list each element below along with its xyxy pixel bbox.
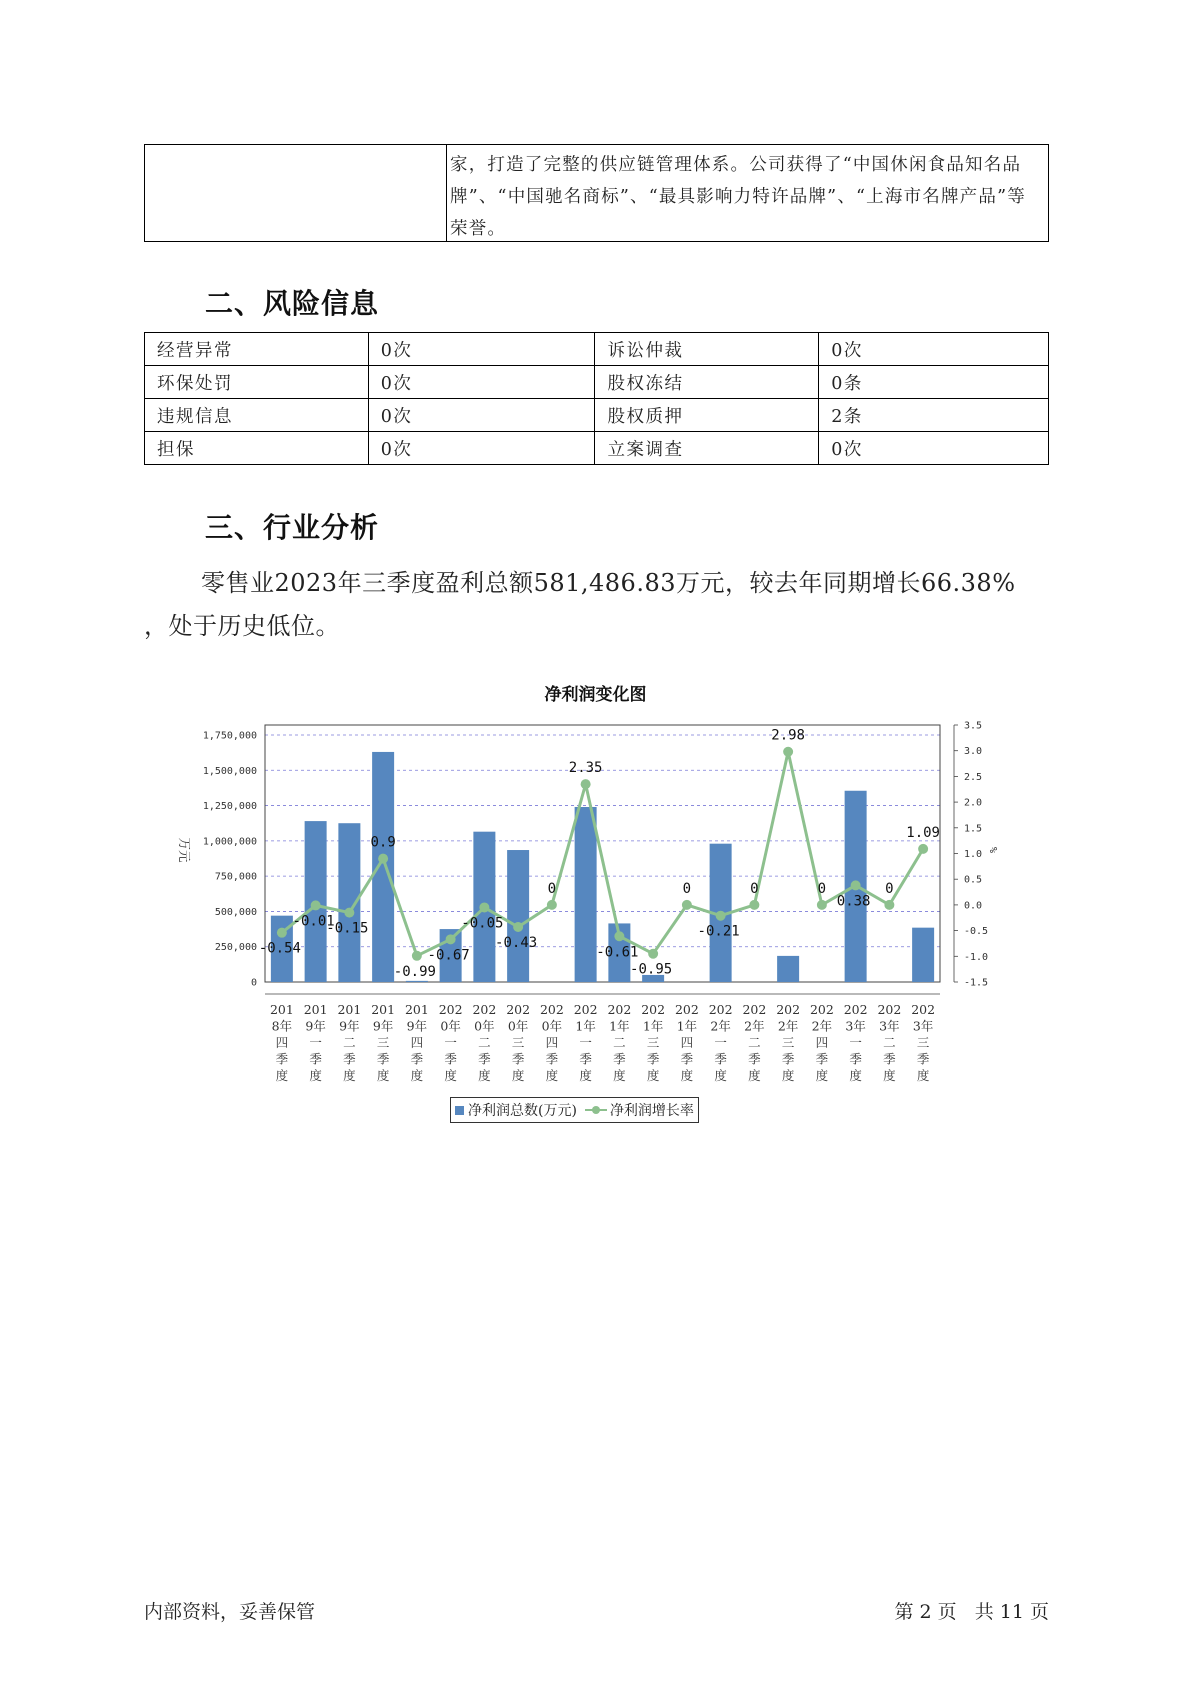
risk-item-label: 股权冻结 (595, 366, 819, 399)
growth-data-label: -0.21 (697, 923, 740, 940)
growth-data-label: 1.09 (906, 824, 940, 841)
x-tick-label: 202 0年二季度 (472, 1002, 497, 1083)
continuation-text-cell (447, 145, 1048, 241)
growth-point (918, 844, 928, 854)
growth-point (547, 900, 557, 910)
chart-title: 净利润变化图 (544, 685, 647, 705)
y-axis-title-left: 万元 (177, 837, 192, 863)
growth-data-label: -0.99 (393, 963, 436, 980)
growth-point (648, 949, 658, 959)
bar (777, 956, 799, 982)
risk-item-value: 0次 (368, 399, 595, 432)
footer-page-number: 第 2 页 共 11 页 (894, 1601, 1049, 1623)
risk-item-value: 0次 (368, 333, 595, 366)
growth-point (614, 931, 624, 941)
x-tick-label: 201 8年四季度 (269, 1002, 294, 1083)
x-tick-label: 202 3年一季度 (843, 1002, 868, 1083)
bar (507, 850, 529, 982)
analysis-paragraph-cont: ，处于历史低位。 (144, 612, 340, 640)
section-heading-industry: 三、行业分析 (205, 511, 380, 544)
growth-point (277, 928, 287, 938)
y-tick-label-left: 750,000 (214, 871, 257, 883)
growth-data-label: -0.15 (326, 920, 369, 937)
bar (575, 807, 597, 982)
growth-point (513, 922, 523, 932)
footer-confidential: 内部资料，妥善保管 (144, 1601, 316, 1623)
growth-point (851, 880, 861, 890)
y-tick-label-right: 3.5 (964, 720, 983, 732)
growth-point (682, 900, 692, 910)
continuation-label-cell (145, 145, 447, 241)
growth-data-label: -0.61 (596, 944, 639, 961)
y-tick-label-right: -1.5 (964, 977, 989, 989)
continuation-line: 家，打造了完整的供应链管理体系。公司获得了“中国休闲食品知名品 (450, 155, 1022, 175)
x-tick-label: 202 0年四季度 (539, 1002, 564, 1083)
risk-item-label: 违规信息 (145, 399, 369, 432)
x-tick-label: 202 0年一季度 (438, 1002, 463, 1083)
y-tick-label-left: 1,000,000 (202, 836, 257, 848)
line-legend-swatch (585, 1105, 607, 1115)
x-tick-label: 202 2年四季度 (809, 1002, 834, 1083)
growth-data-label: 0 (682, 880, 692, 897)
table-row (145, 366, 1049, 399)
y-tick-label-right: 2.5 (964, 771, 983, 783)
bar (406, 981, 428, 982)
y-tick-label-left: 500,000 (214, 906, 257, 918)
risk-item-value: 0次 (368, 366, 595, 399)
y-tick-label-right: 1.5 (964, 823, 983, 835)
risk-item-value: 0次 (368, 432, 595, 465)
growth-point (344, 908, 354, 918)
growth-data-label: 0.9 (370, 834, 396, 851)
x-tick-label: 201 9年二季度 (337, 1002, 362, 1083)
growth-data-label: 2.98 (771, 727, 805, 744)
continuation-line: 牌”、“中国驰名商标”、“最具影响力特许品牌”、“上海市名牌产品”等 (450, 187, 1026, 207)
continuation-table (144, 144, 1049, 242)
x-tick-label: 202 1年二季度 (607, 1002, 632, 1083)
section-heading-risk: 二、风险信息 (205, 287, 380, 320)
table-row (145, 399, 1049, 432)
x-tick-label: 202 2年二季度 (742, 1002, 767, 1083)
growth-point (581, 779, 591, 789)
bar-legend-swatch (455, 1106, 464, 1115)
growth-data-label: 0 (817, 880, 827, 897)
profit-chart (170, 710, 1020, 1095)
growth-data-label: 0.38 (836, 893, 871, 910)
growth-data-label: -0.54 (258, 940, 301, 957)
x-tick-label: 202 1年一季度 (573, 1002, 598, 1083)
risk-item-value: 0次 (819, 333, 1049, 366)
legend-bar-label: 净利润总数(万元) (468, 1103, 577, 1119)
growth-point (412, 951, 422, 961)
x-tick-label: 202 2年一季度 (708, 1002, 733, 1083)
growth-point (783, 747, 793, 757)
risk-item-label: 股权质押 (595, 399, 819, 432)
risk-item-label: 经营异常 (145, 333, 369, 366)
y-tick-label-right: -0.5 (964, 926, 989, 938)
growth-data-label: 0 (885, 880, 894, 897)
y-tick-label-left: 1,250,000 (202, 801, 257, 813)
growth-point (446, 934, 456, 944)
y-tick-label-left: 1,750,000 (202, 730, 257, 742)
growth-data-label: -0.43 (495, 935, 538, 952)
x-tick-label: 202 2年三季度 (776, 1002, 801, 1083)
y-tick-label-right: -1.0 (964, 951, 989, 963)
y-tick-label-right: 0.5 (964, 874, 983, 886)
risk-item-value: 2条 (819, 399, 1049, 432)
y-tick-label-right: 2.0 (964, 797, 983, 809)
table-row (145, 333, 1049, 366)
chart-legend (450, 1097, 699, 1123)
table-row (145, 432, 1049, 465)
growth-data-label: 0 (750, 880, 759, 897)
x-tick-label: 202 0年三季度 (506, 1002, 531, 1083)
risk-item-value: 0次 (819, 432, 1049, 465)
bar (912, 928, 934, 982)
x-tick-label: 202 1年三季度 (641, 1002, 666, 1083)
growth-point (749, 900, 759, 910)
y-tick-label-left: 250,000 (214, 942, 257, 954)
risk-item-label: 立案调查 (595, 432, 819, 465)
analysis-paragraph: 零售业2023年三季度盈利总额581,486.83万元，较去年同期增长66.38% (201, 569, 1016, 597)
y-tick-label-left: 0 (250, 977, 257, 989)
x-tick-label: 202 3年二季度 (877, 1002, 902, 1083)
x-tick-label: 202 3年三季度 (911, 1002, 936, 1083)
growth-point (311, 900, 321, 910)
bar (372, 752, 394, 982)
x-tick-label: 201 9年三季度 (371, 1002, 396, 1083)
growth-data-label: 2.35 (568, 760, 603, 777)
risk-item-label: 诉讼仲裁 (595, 333, 819, 366)
growth-data-label: -0.67 (427, 947, 470, 964)
growth-data-label: -0.01 (292, 913, 335, 930)
y-tick-label-left: 1,500,000 (202, 765, 257, 777)
growth-point (817, 900, 827, 910)
y-tick-label-right: 1.0 (964, 849, 983, 860)
x-tick-label: 201 9年四季度 (404, 1002, 429, 1083)
growth-point (378, 854, 388, 864)
x-tick-label: 201 9年一季度 (303, 1002, 328, 1083)
risk-item-label: 担保 (145, 432, 369, 465)
risk-item-label: 环保处罚 (145, 366, 369, 399)
legend-line-label: 净利润增长率 (609, 1103, 694, 1119)
growth-data-label: -0.95 (630, 961, 673, 978)
y-tick-label-right: 0.0 (964, 900, 983, 912)
growth-data-label: -0.05 (461, 915, 504, 932)
growth-point (716, 911, 726, 921)
growth-point (884, 900, 894, 910)
growth-point (479, 902, 489, 912)
y-tick-label-right: 3.0 (964, 746, 983, 758)
growth-data-label: 0 (547, 880, 557, 897)
y-axis-title-right: % (987, 846, 998, 854)
risk-item-value: 0条 (819, 366, 1049, 399)
x-tick-label: 202 1年四季度 (674, 1002, 699, 1083)
risk-table (144, 332, 1049, 465)
continuation-line: 荣誉。 (450, 219, 507, 239)
